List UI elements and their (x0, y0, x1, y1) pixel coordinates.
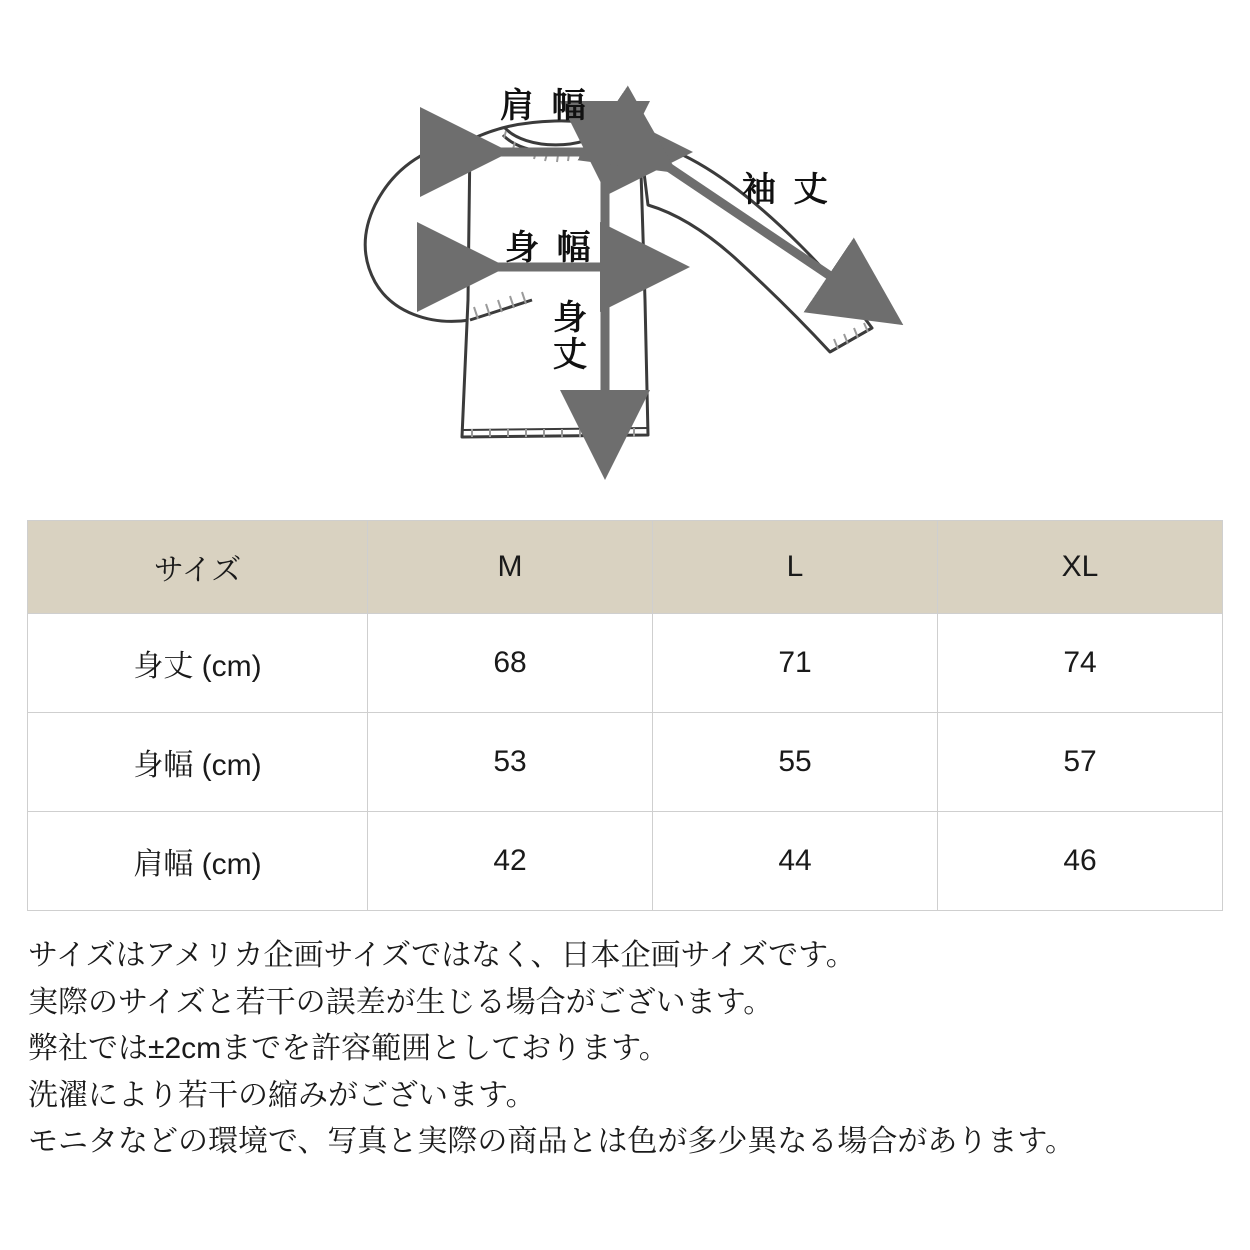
header-size: サイズ (28, 521, 368, 614)
cell-value: 71 (653, 614, 938, 713)
note-line: 弊社では±2cmまでを許容範囲としております。 (28, 1032, 669, 1065)
table-row (28, 812, 1223, 911)
label-body-length-line2: 丈 (553, 335, 592, 374)
garment-diagram (0, 0, 1250, 520)
note-line: モニタなどの環境で、写真と実際の商品とは色が多少異なる場合があります。 (28, 1125, 1075, 1158)
cell-value: 55 (653, 713, 938, 812)
size-table-body (28, 614, 1223, 911)
cell-value: 46 (938, 812, 1223, 911)
note-line: サイズはアメリカ企画サイズではなく、日本企画サイズです。 (28, 939, 856, 972)
header-xl: XL (938, 521, 1223, 614)
row-label: 肩幅 (cm) (28, 812, 368, 911)
header-l: L (653, 521, 938, 614)
cell-value: 42 (368, 812, 653, 911)
note-line: 実際のサイズと若干の誤差が生じる場合がございます。 (28, 985, 774, 1019)
label-sleeve-length: 袖 丈 (742, 171, 832, 209)
label-shoulder-width: 肩 幅 (500, 87, 590, 125)
label-chest-width: 身 幅 (505, 229, 595, 267)
cell-value: 68 (368, 614, 653, 713)
cell-value: 44 (653, 812, 938, 911)
header-m: M (368, 521, 653, 614)
notes-block (28, 933, 1250, 1166)
label-body-length (553, 300, 591, 373)
table-row (28, 614, 1223, 713)
cell-value: 57 (938, 713, 1223, 812)
size-table (27, 520, 1223, 911)
cell-value: 74 (938, 614, 1223, 713)
table-row (28, 713, 1223, 812)
label-body-length-line1: 身 (553, 299, 592, 337)
cell-value: 53 (368, 713, 653, 812)
row-label: 身幅 (cm) (28, 713, 368, 812)
row-label: 身丈 (cm) (28, 614, 368, 713)
table-header-row (28, 521, 1223, 614)
note-line: 洗濯により若干の縮みがございます。 (28, 1078, 536, 1112)
size-table-head (28, 521, 1223, 614)
